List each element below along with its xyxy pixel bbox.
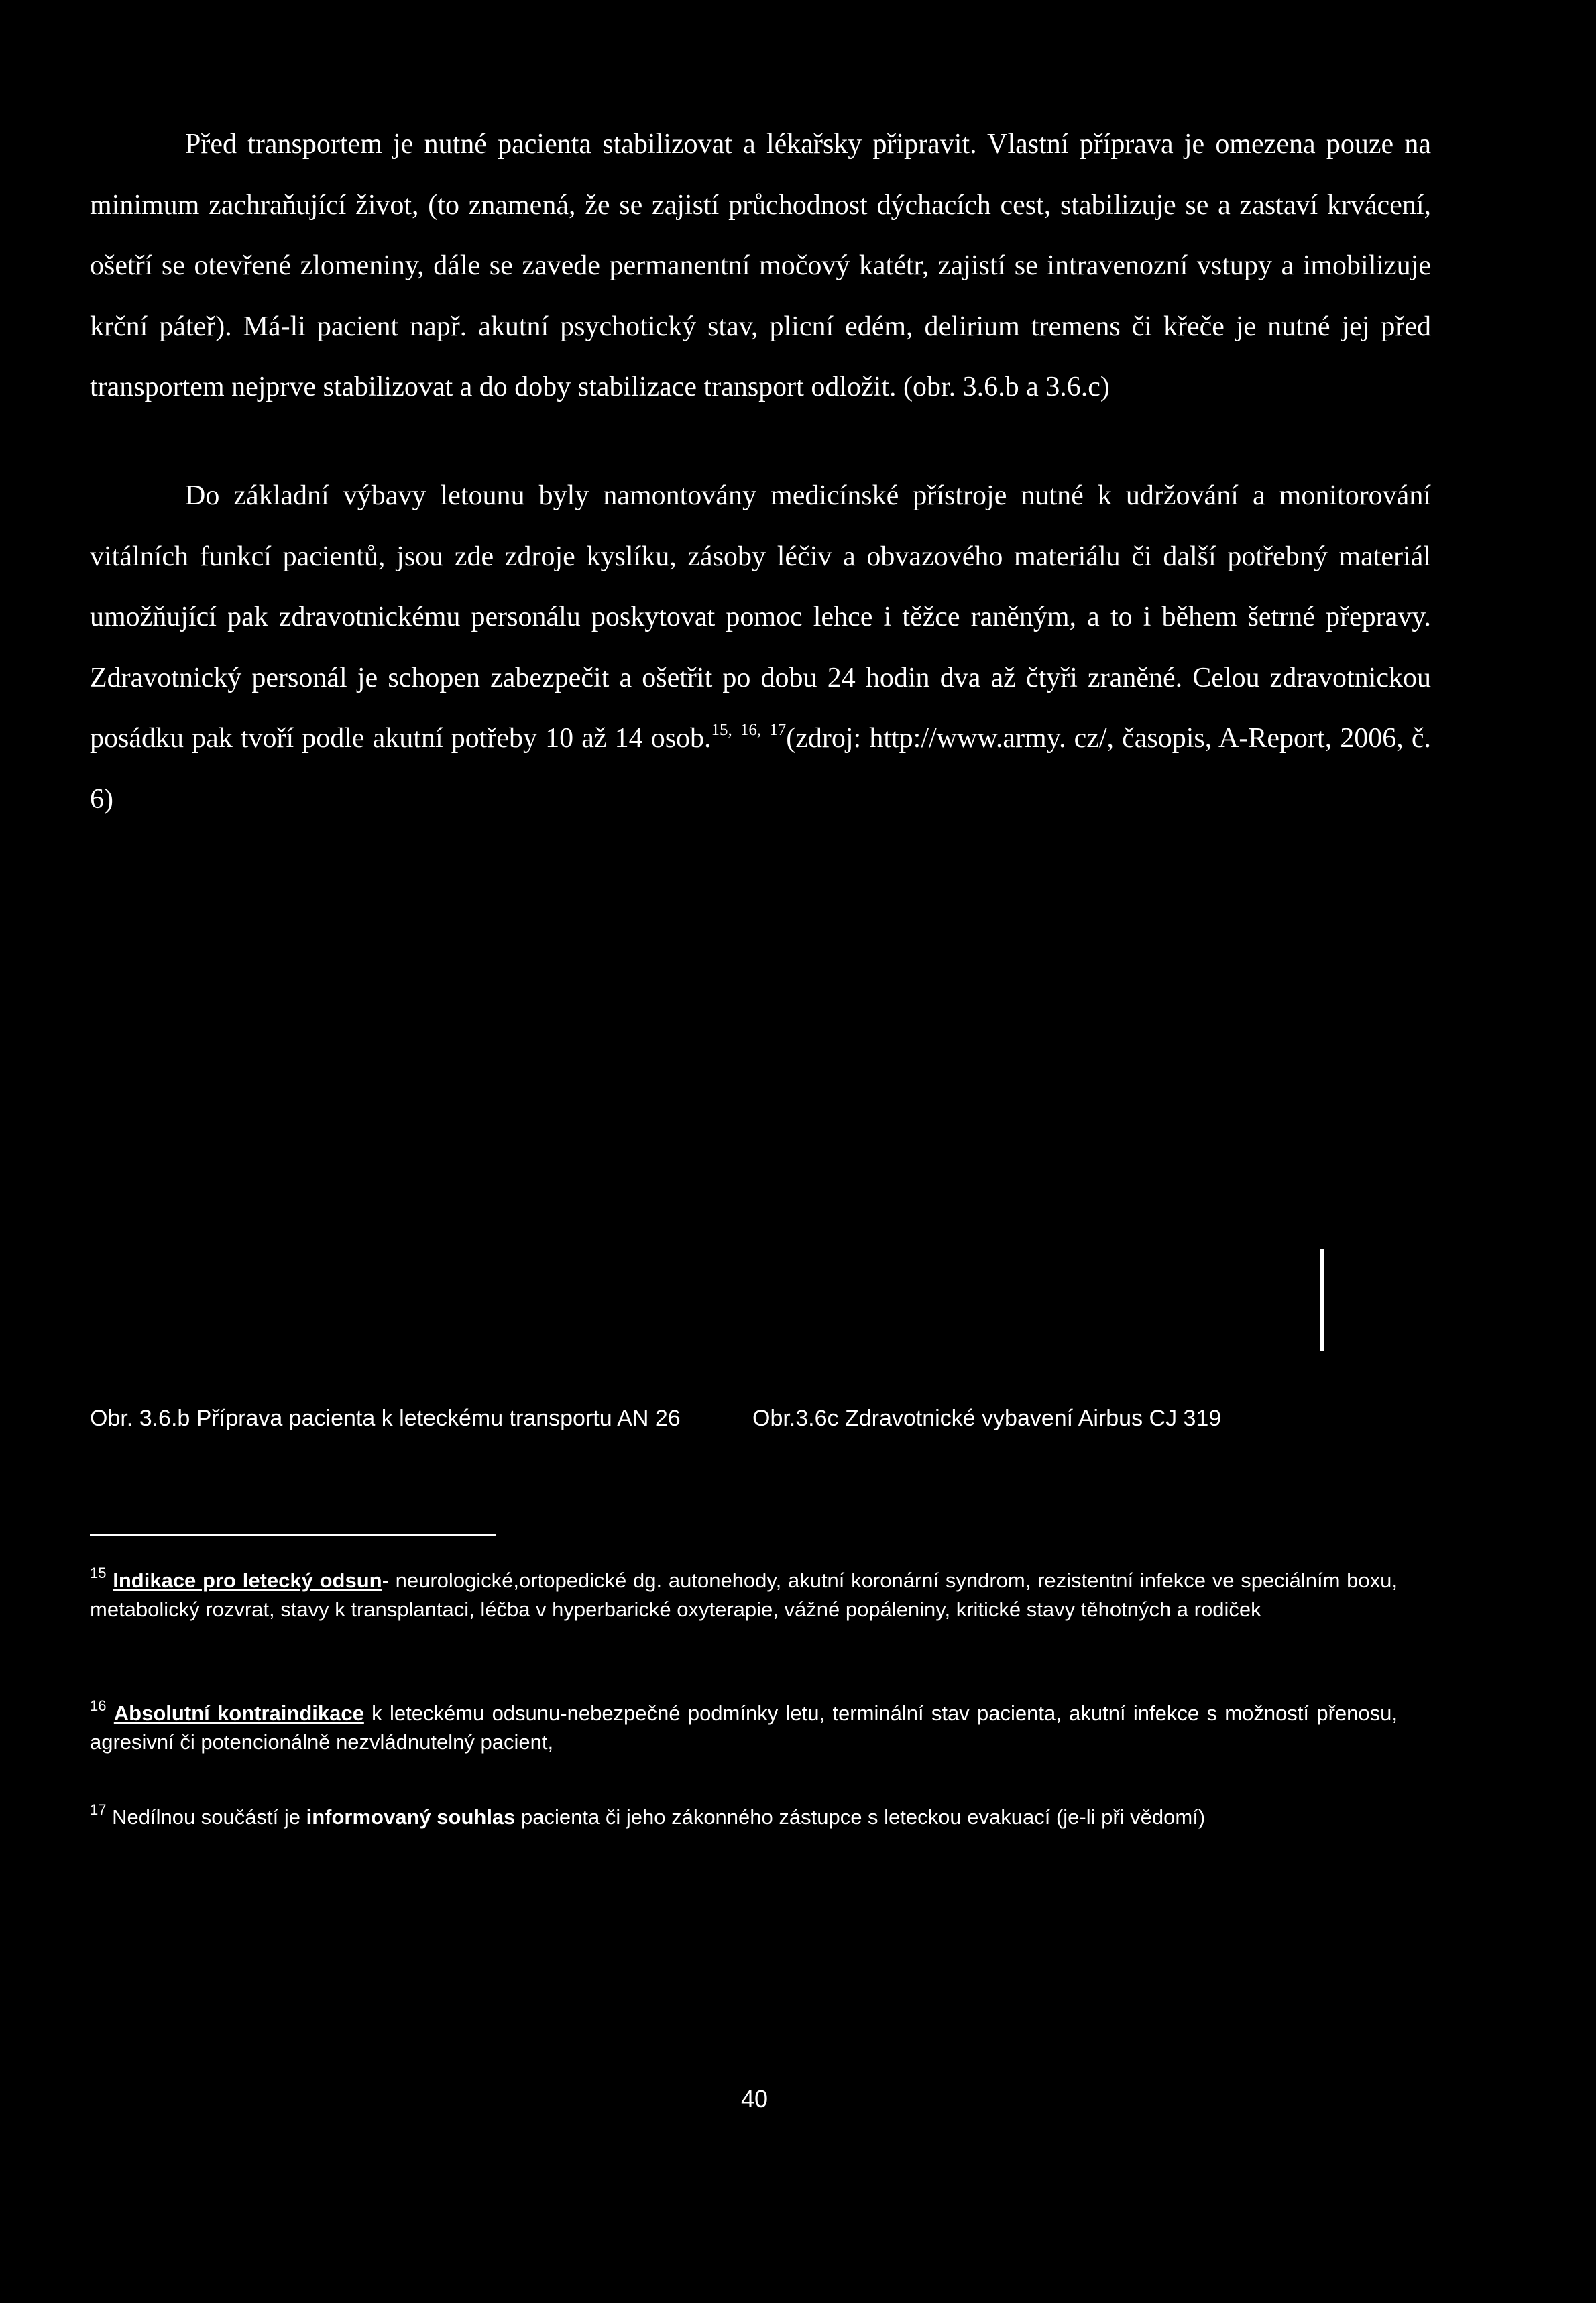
footnote-text: pacienta či jeho zákonného zástupce s leteckou evakuací (je-li při vědomí) <box>515 1805 1206 1829</box>
paragraph-aircraft-equipment <box>90 465 1431 830</box>
figure-caption-3-6-b: Obr. 3.6.b Příprava pacienta k leteckému transportu AN 26 <box>90 1406 681 1431</box>
footnote-term: Absolutní kontraindikace <box>113 1701 364 1725</box>
footnote-text: - neurologické,ortopedické dg. autonehody, akutní koronární syndrom, rezistentní infekce ve speciálním boxu, metabolický rozvrat, stavy k transplantaci, léčba v hyperbarické oxyterapie, vážné popáleniny, kritické stavy těhotných a rodiček <box>90 1569 1398 1621</box>
source-citation: (zdroj: http://www.army. cz/, časopis, A-Report, 2006, č. 6) <box>90 723 1432 815</box>
paragraph-text: Do základní výbavy letounu byly namontovány medicínské přístroje nutné k udržování a monitorování vitálních funkcí pacientů, jsou zde zdroje kyslíku, zásoby léčiv a obvazového materiálu či další potřebný materiál umožňující pak zdravotnickému personálu poskytovat pomoc lehce i těžce raněným, a to i během šetrné přepravy. Zdravotnický personál je schopen zabezpečit a ošetřit po dobu 24 hodin dva až čtyři zraněné. Celou zdravotnickou posádku pak tvoří podle akutní potřeby 10 až 14 osob. <box>90 480 1431 754</box>
footnote-bold-word: informovaný <box>306 1805 431 1829</box>
paragraph-text: Před transportem je nutné pacienta stabilizovat a lékařsky připravit. Vlastní příprava je omezena pouze na minimum zachraňující život, (to znamená, že se zajistí průchodnost dýchacích cest, stabilizuje se a zastaví krvácení, ošetří se otevřené zlomeniny, dále se zavede permanentní močový katétr, zajistí se intravenozní vstupy a imobilizuje krční páteř). Má-li pacient např. akutní psychotický stav, plicní edém, delirium tremens či křeče je nutné jej před transportem nejprve stabilizovat a do doby stabilizace transport odložit. (obr. 3.6.b a 3.6.c) <box>90 129 1431 402</box>
footnote-term: Indikace pro letecký odsun <box>113 1569 382 1592</box>
footnote-ref-16: 16, <box>740 721 762 739</box>
figure-caption-3-6-c: Obr.3.6c Zdravotnické vybavení Airbus CJ 319 <box>752 1406 1222 1431</box>
footnote-text: k leteckému odsunu-nebezpečné podmínky letu, terminální stav pacienta, akutní infekce s možností přenosu, agresivní či potencionálně nezvládnutelný pacient, <box>90 1701 1398 1754</box>
footnote-ref-15: 15, <box>711 721 732 739</box>
footnote-bold-word: souhlas <box>437 1805 516 1829</box>
paragraph-transport-preparation <box>90 114 1431 418</box>
footnote-number: 16 <box>90 1697 107 1714</box>
footnote-15 <box>90 1566 1398 1624</box>
footnote-separator <box>90 1534 496 1536</box>
footnote-number: 15 <box>90 1565 107 1581</box>
footnote-number: 17 <box>90 1801 107 1818</box>
footnote-16 <box>90 1699 1398 1756</box>
footnote-space <box>431 1805 437 1829</box>
vertical-bar-divider <box>1320 1249 1324 1351</box>
footnote-text: Nedílnou součástí je <box>106 1805 306 1829</box>
footnote-ref-17: 17 <box>769 721 787 739</box>
footnote-17 <box>90 1803 1398 1832</box>
page-number: 40 <box>740 2085 768 2113</box>
